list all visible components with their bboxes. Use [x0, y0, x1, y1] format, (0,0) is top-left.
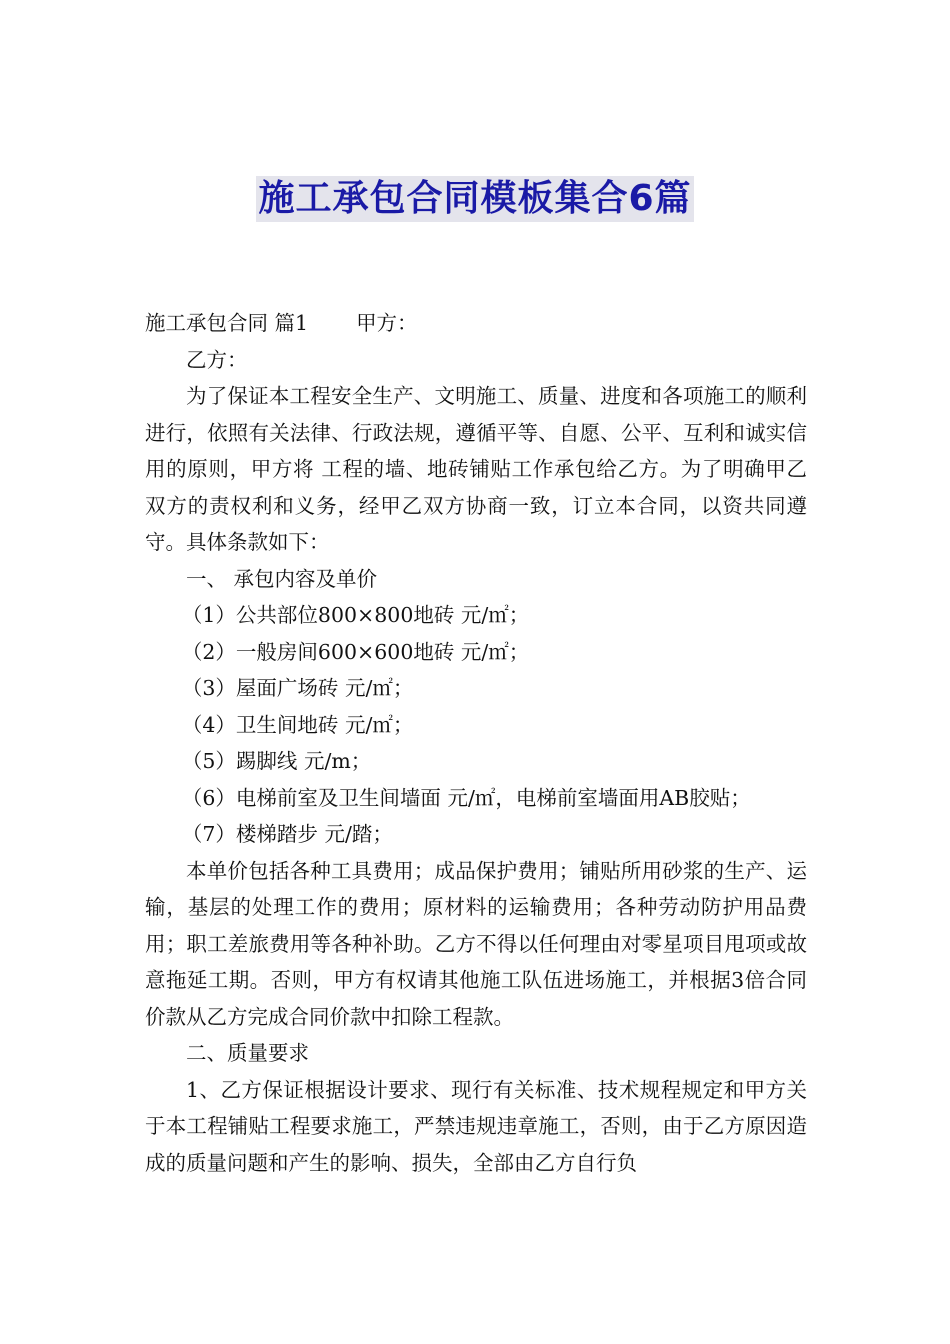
document-body — [145, 305, 807, 1181]
section-heading-2: 二、质量要求 — [186, 1041, 309, 1065]
title-container — [0, 176, 950, 222]
pricing-paragraph: 本单价包括各种工具费用；成品保护费用；铺贴所用砂浆的生产、运输，基层的处理工作的费用；原材料的运输费用；各种劳动防护用品费用；职工差旅费用等各种补助。乙方不得以任何理由对零星项目甩项或故意拖延工期。否则，甲方有权请其他施工队伍进场施工，并根据3倍合同价款从乙方完成合同价款中扣除工程款。 — [145, 858, 807, 1029]
party-b-label: 乙方： — [186, 347, 248, 372]
list-item: （7）楼梯踏步 元/踏； — [181, 822, 393, 846]
list-item: （3）屋面广场砖 元/㎡； — [181, 676, 414, 700]
list-item: （6）电梯前室及卫生间墙面 元/㎡，电梯前室墙面用AB胶贴； — [181, 785, 751, 810]
first-line — [145, 305, 807, 342]
list-item: （4）卫生间地砖 元/㎡； — [181, 712, 414, 737]
section-heading-1: 一、 承包内容及单价 — [186, 566, 378, 591]
quality-paragraph: 1、乙方保证根据设计要求、现行有关标准、技术规程规定和甲方关于本工程铺贴工程要求施工，严禁违规违章施工，否则，由于乙方原因造成的质量问题和产生的影响、损失，全部由乙方自行负 — [145, 1077, 807, 1175]
list-item: （1）公共部位800×800地砖 元/㎡； — [181, 603, 530, 627]
list-item: （2）一般房间600×600地砖 元/㎡； — [181, 639, 530, 664]
contract-heading: 施工承包合同 篇1 — [145, 311, 309, 335]
party-a-label: 甲方： — [356, 311, 418, 335]
list-item: （5）踢脚线 元/m； — [181, 749, 372, 773]
intro-paragraph: 为了保证本工程安全生产、文明施工、质量、进度和各项施工的顺利进行，依照有关法律、行政法规，遵循平等、自愿、公平、互利和诚实信用的原则，甲方将 工程的墙、地砖铺贴工作承包给乙方。为了明确甲乙双方的责权利和义务，经甲乙双方协商一致，订立本合同，以资共同遵守。具体条款如下： — [145, 384, 807, 554]
document-title: 施工承包合同模板集合6篇 — [256, 176, 693, 222]
